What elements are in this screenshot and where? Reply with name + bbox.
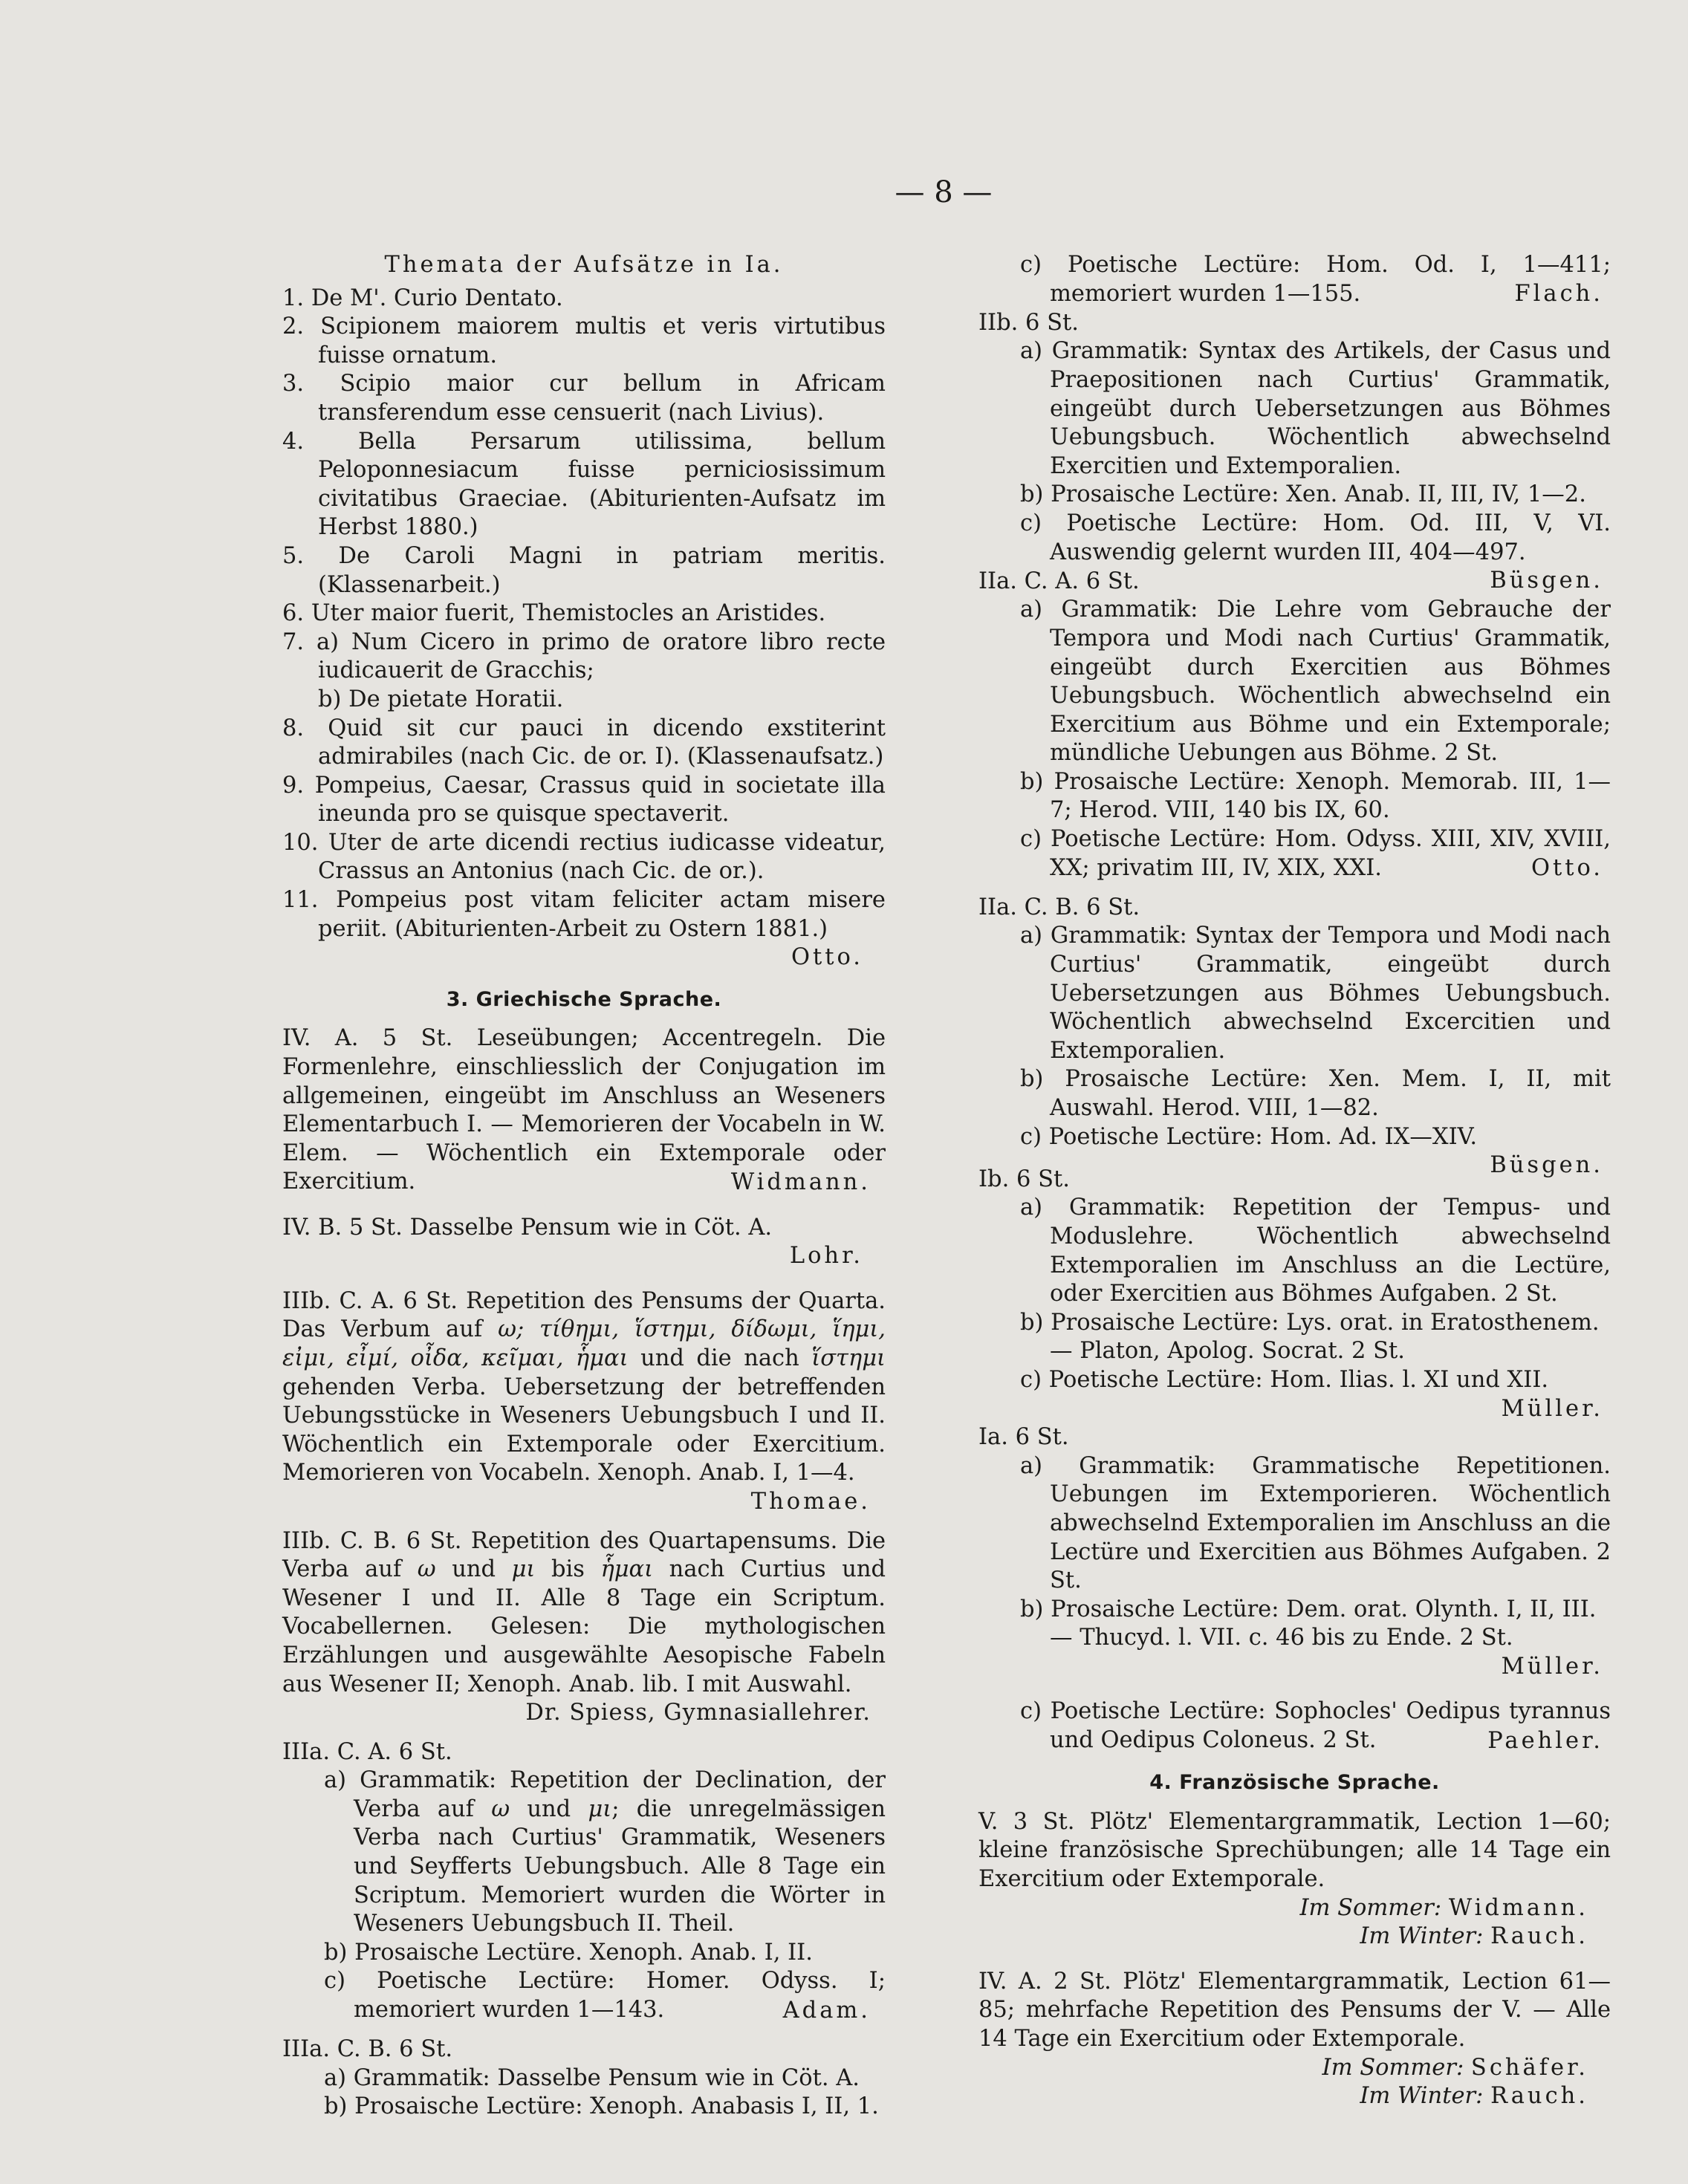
course-ib-b2: — Platon, Apolog. Socrat. 2 St.	[1050, 1338, 1405, 1365]
signature: Müller.	[1501, 1395, 1603, 1422]
course-iia-ca-b: b) Prosaische Lectüre: Xenoph. Memorab. III, 1—7; Herod. VIII, 140 bis IX, 60.	[1020, 768, 1611, 824]
course-ib-a: a) Grammatik: Repetition der Tempus- und Moduslehre. Wöchentlich abwechselnd Extemporalien im Anschluss an die Lectüre, oder Exercitien aus Böhmes Aufgaben. 2 St.	[1020, 1195, 1611, 1307]
signature: Otto.	[791, 944, 863, 971]
signature: Paehler.	[1487, 1727, 1603, 1754]
course-v: V. 3 St. Plötz' Elementargrammatik, Lection 1—60; kleine französische Sprechübungen; alle 14 Tage ein Exercitium oder Extemporale.	[978, 1808, 1611, 1893]
teacher-summer: Im Sommer: Widmann.	[1299, 1894, 1588, 1921]
signature: Adam.	[782, 1997, 871, 2024]
course-ia-heading: Ia. 6 St.	[978, 1424, 1069, 1451]
list-item: 7. a) Num Cicero in primo de oratore libro recte iudicauerit de Gracchis;	[282, 628, 886, 684]
course-iia-ca-heading: IIa. C. A. 6 St.	[978, 568, 1140, 594]
list-item: 3. Scipio maior cur bellum in Africam transferendum esse censuerit (nach Livius).	[282, 371, 886, 426]
list-item: 1. De M'. Curio Dentato.	[282, 285, 563, 311]
course-ia-c2: c) Poetische Lectüre: Sophocles' Oedipus tyrannus und Oedipus Coloneus. 2 St.	[1020, 1698, 1611, 1754]
teacher-winter: Im Winter: Rauch.	[1360, 1923, 1588, 1950]
themata-list	[282, 285, 886, 944]
course-iiia-ca-heading: IIIa. C. A. 6 St.	[282, 1738, 452, 1765]
course-iia-cb-c: c) Poetische Lectüre: Hom. Ad. IX—XIV.	[1020, 1123, 1478, 1150]
course-ia-b2: — Thucyd. l. VII. c. 46 bis zu Ende. 2 St.	[1050, 1625, 1513, 1651]
signature: Widmann.	[730, 1169, 871, 1195]
course-ib-b1: b) Prosaische Lectüre: Lys. orat. in Eratosthenem.	[1020, 1309, 1600, 1336]
course-ib-heading: Ib. 6 St.	[978, 1166, 1070, 1192]
course-ia-c: c) Poetische Lectüre: Hom. Od. I, 1—411; memoriert wurden 1—155.	[1020, 252, 1611, 307]
signature: Lohr.	[789, 1243, 863, 1270]
signature: Flach.	[1514, 281, 1603, 308]
list-item: 8. Quid sit cur pauci in dicendo exstiterint admirabiles (nach Cic. de or. I). (Klassenaufsatz.)	[282, 715, 886, 770]
signature: Dr. Spiess, Gymnasiallehrer.	[525, 1700, 871, 1726]
left-column	[282, 251, 886, 2122]
course-iib-b: b) Prosaische Lectüre: Xen. Anab. II, III, IV, 1—2.	[1020, 481, 1586, 508]
course-iiib-ca: IIIb. C. A. 6 St. Repetition des Pensums der Quarta. Das Verbum auf ω; τίθημι, ἵστημι, δίδωμι, ἵημι, εἰμι, εἶμί, οἶδα, κεῖμαι, ἧμαι und die nach ἵστημι gehenden Verba. Uebersetzung der betreffenden Uebungsstücke in Weseners Uebungsbuch I und II. Wöchentlich ein Extemporale oder Exercitium. Memorieren von Vocabeln. Xenoph. Anab. I, 1—4.	[282, 1287, 886, 1486]
signature: Büsgen.	[1490, 568, 1603, 594]
themata-title: Themata der Aufsätze in Ia.	[384, 252, 784, 278]
list-item: 6. Uter maior fuerit, Themistocles an Aristides.	[282, 600, 826, 627]
list-item: b) De pietate Horatii.	[318, 686, 564, 712]
course-iiia-ca-c: c) Poetische Lectüre: Homer. Odyss. I; memoriert wurden 1—143.	[324, 1968, 886, 2024]
right-column	[978, 251, 1611, 2111]
list-item: 11. Pompeius post vitam feliciter actam misere periit. (Abiturienten-Arbeit zu Ostern 1881.)	[282, 887, 886, 942]
course-iv-a: IV. A. 5 St. Leseübungen; Accentregeln. Die Formenlehre, einschliesslich der Conjugation im allgemeinen, eingeübt im Anschluss an Weseners Elementarbuch I. — Memorieren der Vocabeln in W. Elem. — Wöchentlich ein Extemporale oder Exercitium.	[282, 1025, 886, 1195]
course-ia-a: a) Grammatik: Grammatische Repetitionen. Uebungen im Extemporieren. Wöchentlich abwechselnd Extemporalien im Anschluss an die Lectüre und Exercitien aus Böhmes Aufgaben. 2 St.	[1020, 1452, 1611, 1594]
signature: Thomae.	[750, 1488, 871, 1515]
course-iia-ca-a: a) Grammatik: Die Lehre vom Gebrauche der Tempora und Modi nach Curtius' Grammatik, eingeübt durch Exercitien aus Böhmes Uebungsbuch. Wöchentlich abwechselnd ein Exercitium aus Böhme und ein Extemporale; mündliche Uebungen aus Böhme. 2 St.	[1020, 597, 1611, 767]
course-iiia-ca-a: a) Grammatik: Repetition der Declination, der Verba auf ω und μι; die unregelmässigen Verba nach Curtius' Grammatik, Weseners und Seyfferts Uebungsbuch. Alle 8 Tage ein Scriptum. Memoriert wurden die Wörter in Weseners Uebungsbuch II. Theil.	[324, 1767, 886, 1937]
course-iv-a-french: IV. A. 2 St. Plötz' Elementargrammatik, Lection 61—85; mehrfache Repetition des Pensums der V. — Alle 14 Tage ein Exercitium oder Extemporale.	[978, 1968, 1611, 2052]
signature: Müller.	[1501, 1653, 1603, 1680]
teacher-summer: Im Sommer: Schäfer.	[1322, 2054, 1588, 2081]
course-iia-cb-heading: IIa. C. B. 6 St.	[978, 894, 1140, 920]
course-iia-cb-a: a) Grammatik: Syntax der Tempora und Modi nach Curtius' Grammatik, eingeübt durch Uebersetzungen aus Böhmes Uebungsbuch. Wöchentlich abwechselnd Excercitien und Extemporalien.	[1020, 923, 1611, 1064]
course-iia-ca-c: c) Poetische Lectüre: Hom. Odyss. XIII, XIV, XVIII, XX; privatim III, IV, XIX, XXI.	[1020, 826, 1611, 881]
course-iiib-cb: IIIb. C. B. 6 St. Repetition des Quartapensums. Die Verba auf ω und μι bis ἧμαι nach Curtius und Wesener I und II. Alle 8 Tage ein Scriptum. Vocabellernen. Gelesen: Die mythologischen Erzählungen und ausgewählte Aesopische Fabeln aus Wesener II; Xenoph. Anab. lib. I mit Auswahl.	[282, 1527, 886, 1697]
course-iib-c: c) Poetische Lectüre: Hom. Od. III, V, VI. Auswendig gelernt wurden III, 404—497.	[1020, 510, 1611, 565]
course-iv-b: IV. B. 5 St. Dasselbe Pensum wie in Cöt. A.	[282, 1214, 773, 1241]
list-item: 5. De Caroli Magni in patriam meritis. (Klassenarbeit.)	[282, 542, 886, 598]
course-iib-a: a) Grammatik: Syntax des Artikels, der Casus und Praepositionen nach Curtius' Grammatik, eingeübt durch Uebersetzungen aus Böhmes Uebungsbuch. Wöchentlich abwechselnd Exercitien und Extemporalien.	[1020, 338, 1611, 479]
list-item: 9. Pompeius, Caesar, Crassus quid in societate illa ineunda pro se quisque spectaverit.	[282, 772, 886, 828]
section-heading-greek: 3. Griechische Sprache.	[446, 987, 722, 1011]
course-iib-heading: IIb. 6 St.	[978, 309, 1079, 336]
section-heading-french: 4. Französische Sprache.	[1149, 1771, 1440, 1795]
signature: Otto.	[1530, 855, 1603, 882]
page-number: — 8 —	[895, 175, 993, 209]
teacher-winter: Im Winter: Rauch.	[1360, 2083, 1588, 2110]
list-item: 2. Scipionem maiorem multis et veris virtutibus fuisse ornatum.	[282, 313, 886, 368]
course-iia-cb-b: b) Prosaische Lectüre: Xen. Mem. I, II, mit Auswahl. Herod. VIII, 1—82.	[1020, 1066, 1611, 1121]
signature: Büsgen.	[1490, 1152, 1603, 1179]
course-ib-c: c) Poetische Lectüre: Hom. Ilias. l. XI und XII.	[1020, 1366, 1549, 1393]
course-ia-b1: b) Prosaische Lectüre: Dem. orat. Olynth. I, II, III.	[1020, 1596, 1597, 1622]
course-iiia-cb-b: b) Prosaische Lectüre: Xenoph. Anabasis I, II, 1.	[324, 2093, 879, 2120]
list-item: 4. Bella Persarum utilissima, bellum Peloponnesiacum fuisse perniciosissimum civitatibus Graeciae. (Abiturienten-Aufsatz im Herbst 1880.)	[282, 428, 886, 541]
course-iiia-cb-heading: IIIa. C. B. 6 St.	[282, 2036, 453, 2063]
course-iiia-cb-a: a) Grammatik: Dasselbe Pensum wie in Cöt. A.	[324, 2064, 860, 2091]
list-item: 10. Uter de arte dicendi rectius iudicasse videatur, Crassus an Antonius (nach Cic. de or.).	[282, 829, 886, 885]
course-iiia-ca-b: b) Prosaische Lectüre. Xenoph. Anab. I, II.	[324, 1939, 813, 1966]
